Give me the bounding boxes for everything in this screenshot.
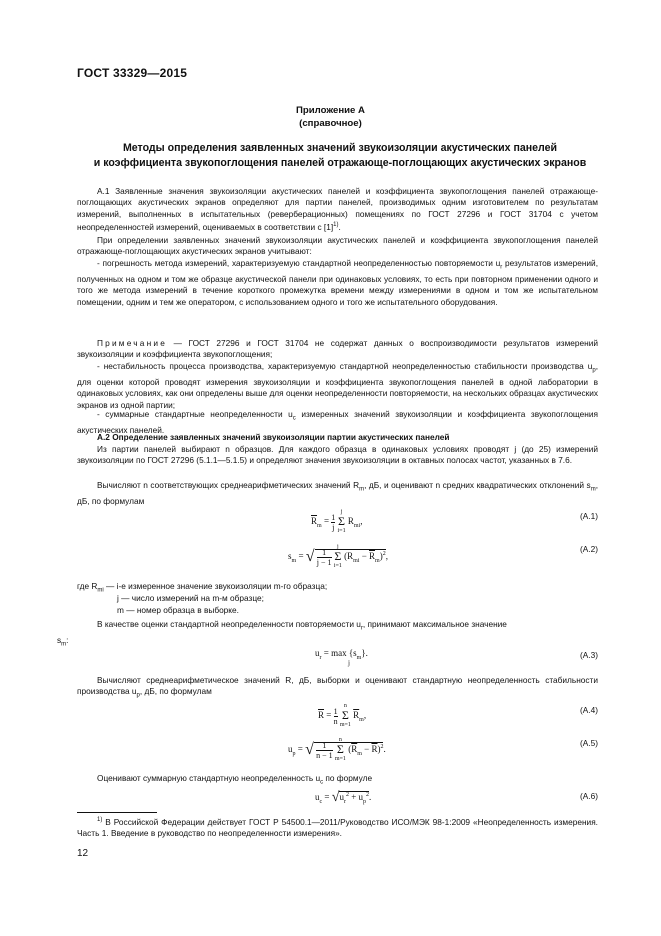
equation-number-a6: (А.6) bbox=[580, 791, 598, 801]
equation-number-a1: (А.1) bbox=[580, 511, 598, 521]
footnote: $^{1)}$ В Российской Федерации действует ГОСТ Р 54500.1—2011/Руководство ИСО/МЭК 98-1:2009 «Неопределенность измерения. Часть 1. Введение в руководство по неопределенности измерения». bbox=[77, 816, 598, 839]
paragraph-method-error: - погрешность метода измерений, характеризуемую стандартной неопределенностью повторяемости $u_r$ результатов измерений, полученных на одном и том же образце акустической панели при одинаковых условиях, то есть при повторном применении одного и того же метода измерений в течение короткого промежутка времени между измерениями в одном и том же испытательном помещении, одним и тем же оператором, с использованием одного и того же испытательного оборудования. bbox=[77, 258, 598, 307]
page-number: 12 bbox=[77, 848, 89, 859]
paragraph-production-instability: - нестабильность процесса производства, характеризуемую стандартной неопределенностью стабильности производства $u_p$, для оценки которой проводят измерения звукоизоляции и коэффициента звукопоглощения панелей в одной лаборатории в одинаковых условиях, как они определены выше для оценки неопределенности повторяемости, на нескольких образцах акустических экранов из одной партии; bbox=[77, 361, 598, 410]
paragraph-a1: А.1 Заявленные значения звукоизоляции акустических панелей и коэффициента звукопоглощения панелей отражающе-поглощающих акустических экранов определяют для партии панелей, производимых одним изготовителем по результатам измерений, выполненных в испытательных (реверберационных) помещениях по ГОСТ 27296 и ГОСТ 31704 с учетом неопределенностей измерений, оцениваемых в соответствии с $[1]^{1)}$. bbox=[77, 186, 598, 232]
equation-a2: $s_m$ = √ 1 j − 1 j Σ i=1 $(R_{mi} - \overline{R}_m)^2$, bbox=[288, 544, 388, 569]
equation-a6: $u_c = √u_r^2 + u_p^2$. bbox=[315, 790, 372, 805]
annex-title-line-2: и коэффициента звукопоглощения панелей отражающе-поглощающих акустических экранов bbox=[93, 157, 587, 169]
equation-a3: $u_r = \max \{s_m\}$. bbox=[315, 648, 368, 661]
where-line-3: m — номер образца в выборке. bbox=[117, 605, 239, 615]
annex-label: Приложение А bbox=[296, 105, 365, 116]
equation-number-a5: (А.5) bbox=[580, 738, 598, 748]
equation-a5: $u_p$ = √ 1 n − 1 n Σ m=1 $(\overline{R}_m - \overline{R})^2$. bbox=[288, 737, 386, 762]
where-line-1: где $R_{mi}$ — i-е измеренное значение звукоизоляции m-го образца; bbox=[77, 581, 328, 594]
equation-a4: $\overline{R}$ = 1 n n Σ m=1 $\overline{R}_m$, bbox=[318, 703, 367, 728]
footnote-separator bbox=[77, 812, 157, 813]
paragraph-sampling: Из партии панелей выбирают n образцов. Для каждого образца в одинаковых условиях проводят j (до 25) измерений звукоизоляции по ГОСТ 27296 (5.1.1—5.1.5) и определяют значения звукоизоляции в октавных полосах частот, указанных в 7.6. bbox=[77, 444, 598, 466]
document-code: ГОСТ 33329—2015 bbox=[77, 66, 188, 80]
paragraph-compute-means: Вычисляют n соответствующих среднеарифметических значений $R_m$, дБ, и оценивают n средних квадратических отклонений $s_m$, дБ, по формулам bbox=[77, 480, 598, 507]
equation-a1: $\overline{R}_m$ = 1 j j Σ i=1 $R_{mi}$, bbox=[311, 509, 363, 534]
paragraph-combined: Оценивают суммарную стандартную неопределенность $u_c$ по формуле bbox=[97, 773, 373, 786]
paragraph-production-stability: Вычисляют среднеарифметическое значений R, дБ, выборки и оценивают стандартную неопределенность стабильности производства $u_p$, дБ, по формулам bbox=[77, 675, 598, 700]
equation-number-a2: (А.2) bbox=[580, 544, 598, 554]
equation-number-a4: (А.4) bbox=[580, 705, 598, 715]
equation-number-a3: (А.3) bbox=[580, 650, 598, 660]
where-line-2: j — число измерений на m-м образце; bbox=[117, 593, 264, 603]
footnote-ref: 1) bbox=[333, 222, 339, 229]
equation-a3-index: j bbox=[348, 659, 350, 667]
paragraph-combined-uncertainty: - суммарные стандартные неопределенности $u_c$ измеренных значений звукоизоляции и коэффициента звукопоглощения акустических панелей. bbox=[77, 409, 598, 436]
paragraph-considerations: При определении заявленных значений звукоизоляции акустических панелей и коэффициента звукопоглощения панелей отражающе-поглощающих акустических экранов учитывают: bbox=[77, 235, 598, 257]
annex-title-line-1: Методы определения заявленных значений звукоизоляции акустических панелей bbox=[122, 142, 558, 154]
annex-title bbox=[60, 141, 620, 171]
annex-type: (справочное) bbox=[299, 118, 362, 129]
section-a2-heading: А.2 Определение заявленных значений звукоизоляции партии акустических панелей bbox=[97, 432, 450, 442]
note: Примечание — ГОСТ 27296 и ГОСТ 31704 не содержат данных о воспроизводимости результатов измерений звукоизоляции и коэффициента звукопоглощения; bbox=[77, 338, 598, 360]
paragraph-repeatability: В качестве оценки стандартной неопределенности повторяемости $u_r$, принимают максимальное значение $s_m$: bbox=[57, 619, 507, 648]
